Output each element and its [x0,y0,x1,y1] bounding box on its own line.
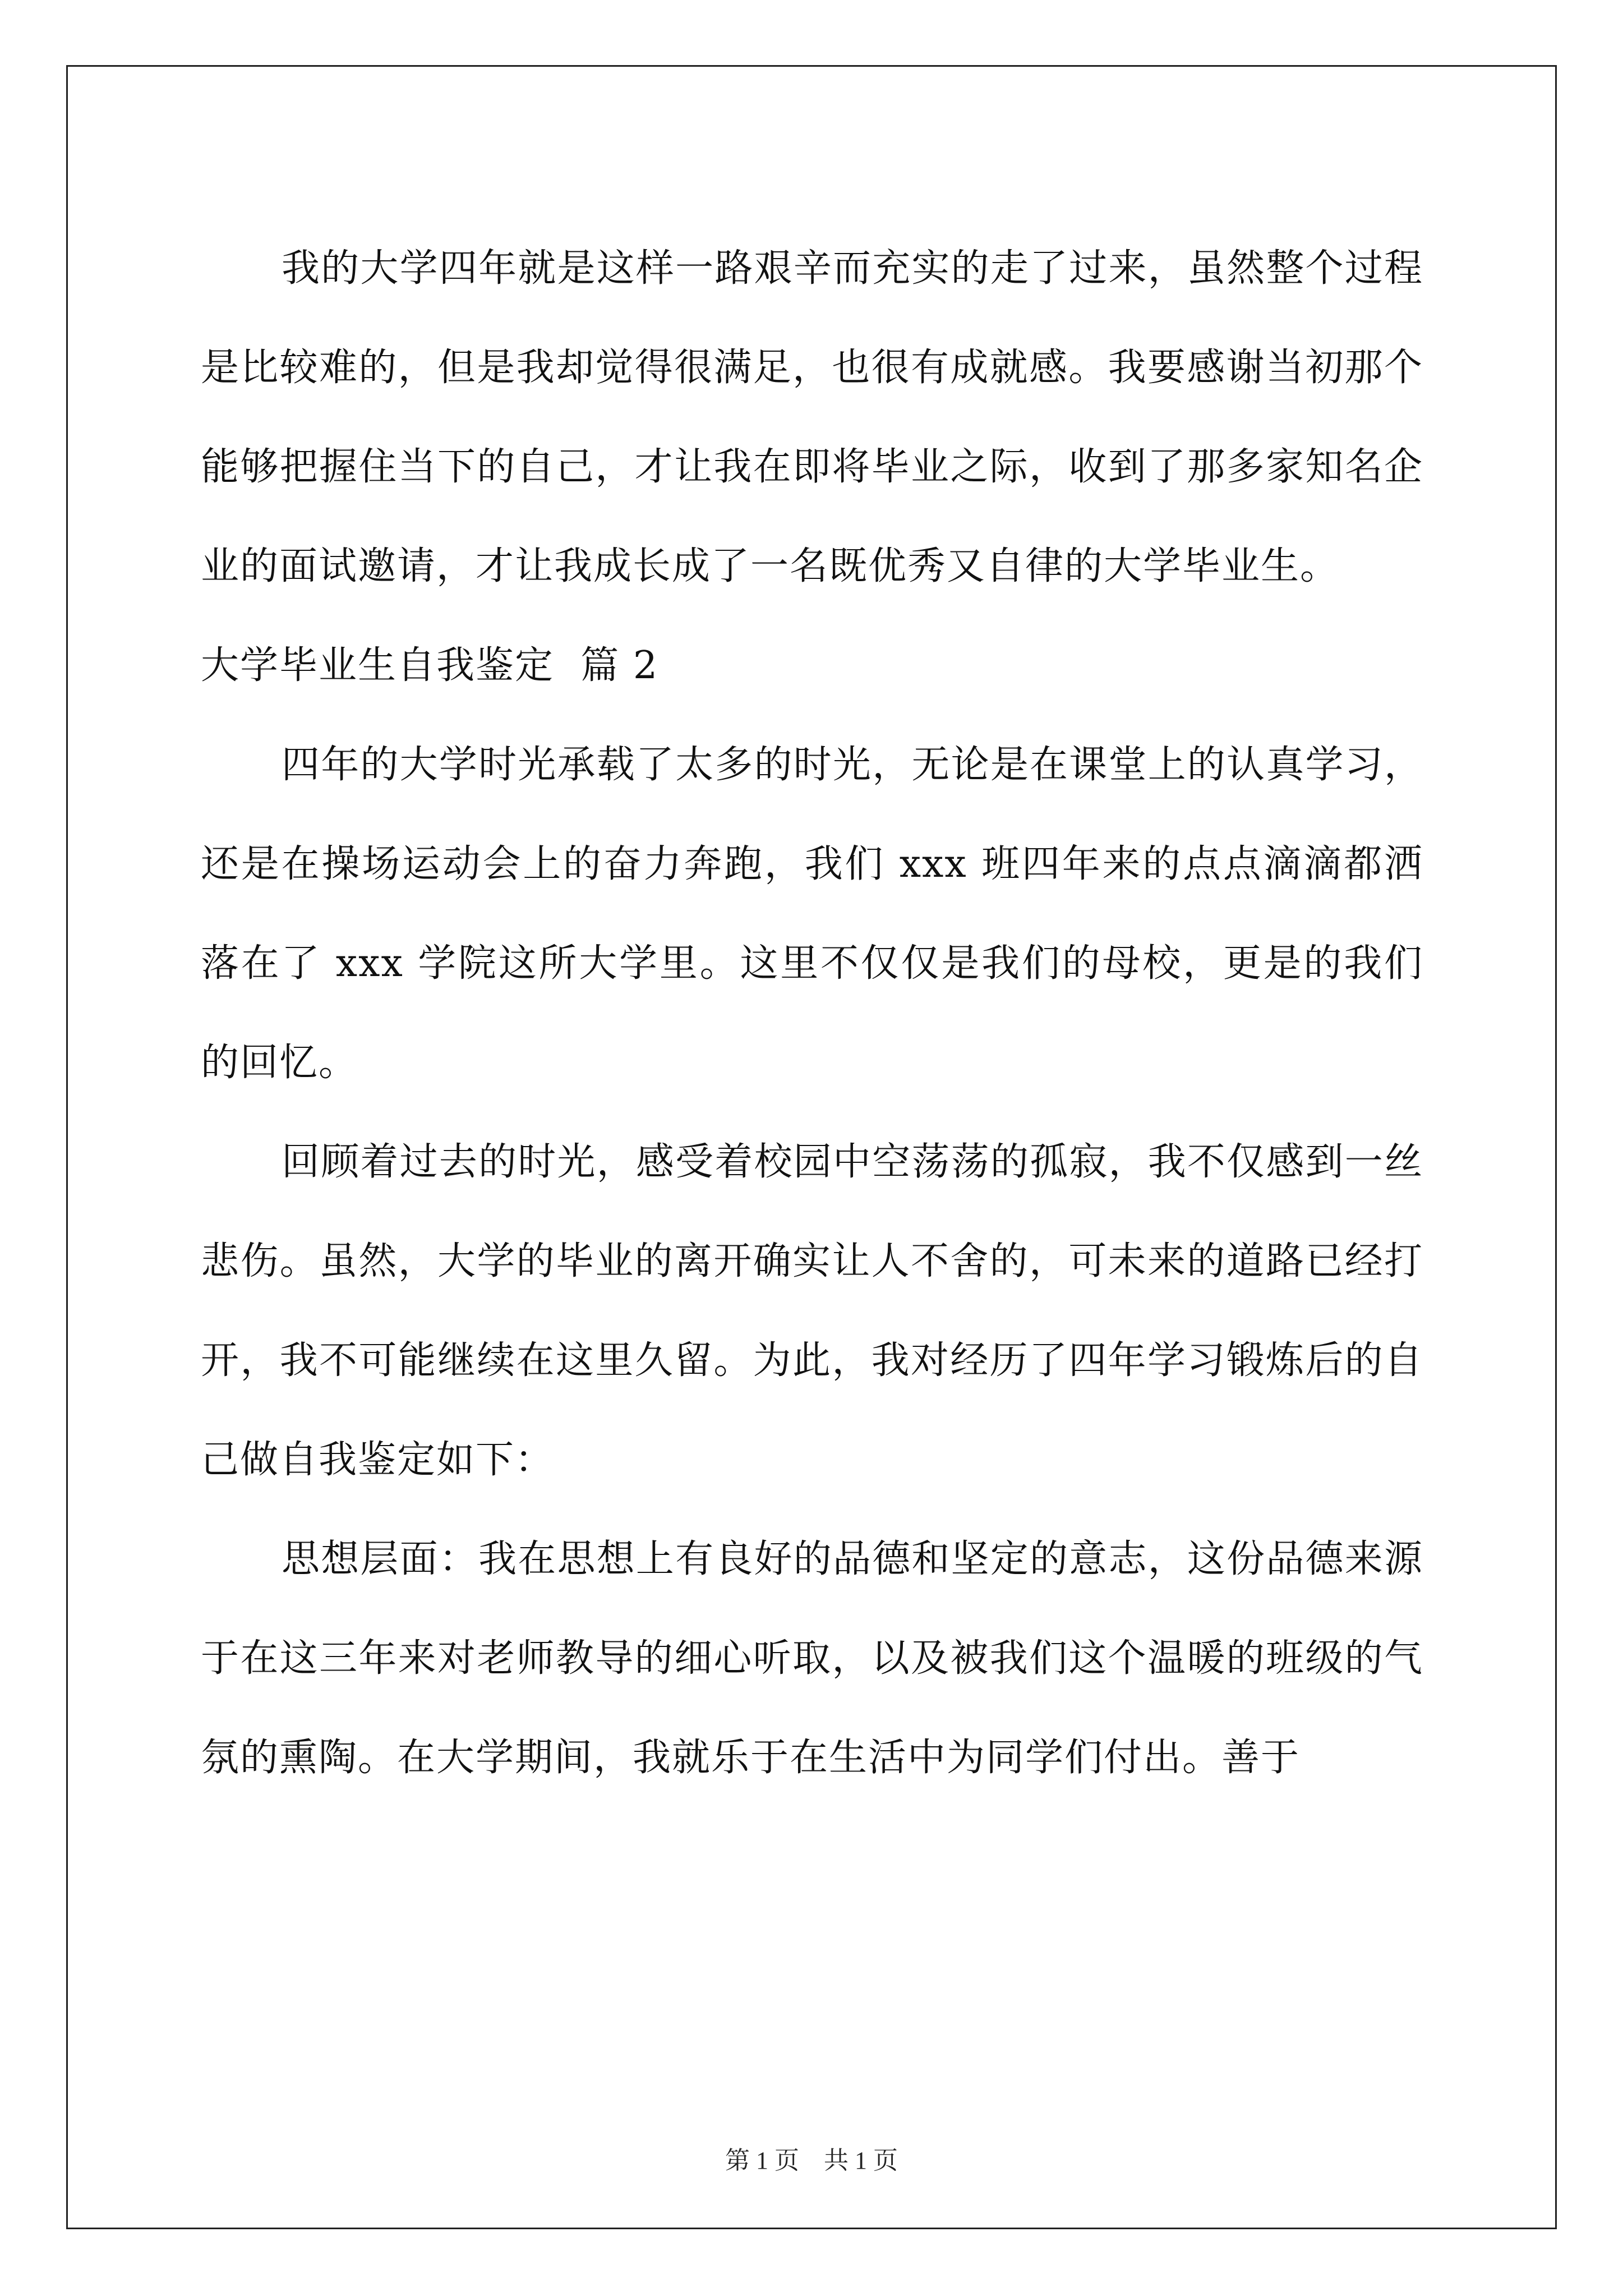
section-heading: 大学毕业生自我鉴定 篇 2 [201,643,659,688]
document-body [201,219,1423,1807]
paragraph-1: 我的大学四年就是这样一路艰辛而充实的走了过来，虽然整个过程是比较难的，但是我却觉得很满足，也很有成就感。我要感谢当初那个能够把握住当下的自己，才让我在即将毕业之际，收到了那多家知名企业的面试邀请，才让我成长成了一名既优秀又自律的大学毕业生。 [201,246,1423,588]
page-footer: 第 1 页 共 1 页 [725,2147,898,2174]
paragraph-3: 回顾着过去的时光，感受着校园中空荡荡的孤寂，我不仅感到一丝悲伤。虽然，大学的毕业的离开确实让人不舍的，可未来的道路已经打开，我不可能继续在这里久留。为此，我对经历了四年学习锻炼后的自己做自我鉴定如下： [201,1140,1423,1482]
paragraph-4: 思想层面：我在思想上有良好的品德和坚定的意志，这份品德来源于在这三年来对老师教导的细心听取，以及被我们这个温暖的班级的气氛的熏陶。在大学期间，我就乐于在生活中为同学们付出。善于 [201,1537,1423,1780]
paragraph-2: 四年的大学时光承载了太多的时光，无论是在课堂上的认真学习，还是在操场运动会上的奋力奔跑，我们 xxx 班四年来的点点滴滴都洒落在了 xxx 学院这所大学里。这里不仅仅是我们的母校，更是的我们的回忆。 [201,743,1423,1085]
